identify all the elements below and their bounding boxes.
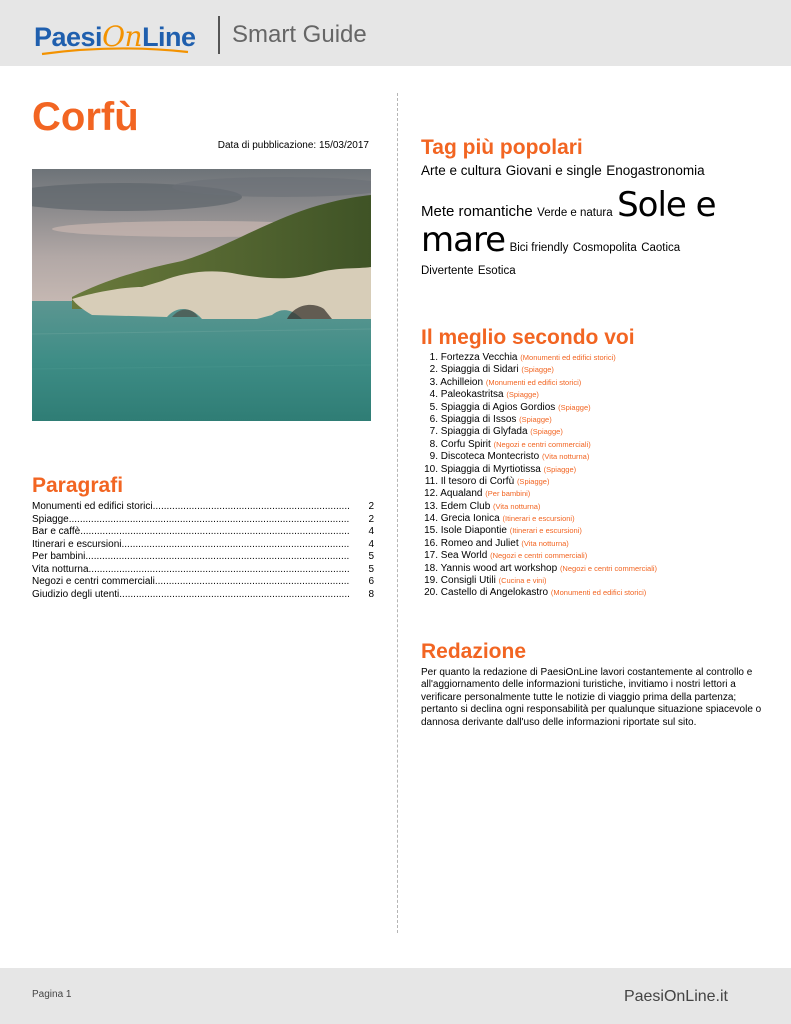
- list-item[interactable]: [421, 364, 771, 376]
- list-item-category: (Negozi e centri commerciali): [490, 551, 588, 561]
- list-item[interactable]: [421, 451, 771, 463]
- list-item-category: (Vita notturna): [493, 501, 541, 511]
- list-item-category: (Monumenti ed edifici storici): [485, 377, 582, 387]
- list-item-name: Edem Club: [440, 500, 491, 512]
- list-item-name: Isole Diapontie: [440, 525, 507, 537]
- list-item[interactable]: [421, 513, 771, 525]
- list-item-number: 12.: [424, 488, 438, 500]
- toc-label: Bar e caffè: [32, 526, 81, 537]
- list-item-name: Spiaggia di Sidari: [440, 364, 519, 376]
- list-item-name: Fortezza Vecchia: [440, 352, 518, 363]
- list-item-number: 19.: [424, 575, 438, 587]
- corfu-coast-image: [32, 169, 371, 421]
- toc-row[interactable]: [32, 551, 374, 564]
- logo-wordmark: PaesiOnLine: [34, 20, 196, 53]
- toc-label: Itinerari e escursioni: [32, 538, 122, 550]
- list-item-name: Castello di Angelokastro: [440, 587, 549, 599]
- list-item-category: (Spiagge): [516, 476, 550, 486]
- list-item-category: (Spiagge): [519, 414, 552, 424]
- toc-page: 5: [368, 563, 374, 575]
- list-item-number: 1.: [429, 352, 438, 363]
- list-item-number: 14.: [424, 513, 438, 525]
- tag-bici-friendly[interactable]: Bici friendly: [509, 242, 569, 255]
- toc-label: Spiagge: [32, 513, 69, 525]
- list-item-number: 4.: [429, 389, 438, 401]
- toc-label: Giudizio degli utenti: [32, 588, 120, 600]
- list-item-name: Consigli Utili: [440, 575, 496, 587]
- tag-sole-e-mare[interactable]: Sole e: [617, 184, 716, 225]
- list-item-category: (Vita notturna): [521, 538, 569, 548]
- tag-giovani-e-single[interactable]: Giovani e single: [505, 163, 602, 178]
- tag-caotica[interactable]: Caotica: [641, 242, 681, 255]
- tag-sole-e-mare-continued[interactable]: mare: [421, 220, 506, 261]
- site-link[interactable]: PaesiOnLine.it: [623, 988, 728, 1005]
- list-item-category: (Monumenti ed edifici storici): [550, 588, 647, 598]
- list-item[interactable]: [421, 563, 771, 575]
- list-item-number: 20.: [424, 587, 438, 599]
- list-item-category: (Monumenti ed edifici storici): [520, 353, 616, 362]
- tag-enogastronomia[interactable]: Enogastronomia: [606, 163, 705, 178]
- toc-leader: [85, 551, 350, 564]
- corfu-photo: [32, 169, 371, 421]
- list-item-name: Sea World: [440, 550, 488, 562]
- list-item[interactable]: [421, 575, 771, 587]
- best-list: [421, 352, 771, 600]
- list-item-name: Spiaggia di Issos: [440, 413, 517, 425]
- toc-label: Per bambini: [32, 551, 86, 562]
- tags-title: Tag più popolari: [421, 136, 583, 159]
- toc-row[interactable]: [32, 514, 374, 527]
- column-divider: [397, 93, 398, 933]
- toc-page: 5: [368, 551, 374, 562]
- list-item-number: 3.: [429, 376, 438, 388]
- list-item-number: 2.: [429, 364, 438, 376]
- list-item[interactable]: [421, 501, 771, 513]
- table-of-contents: [32, 501, 374, 601]
- toc-leader: [121, 539, 350, 552]
- toc-row[interactable]: [32, 564, 374, 577]
- list-item-name: Il tesoro di Corfù: [440, 475, 515, 487]
- list-item-name: Discoteca Montecristo: [440, 451, 540, 463]
- list-item-category: (Spiagge): [506, 390, 539, 400]
- toc-page: 6: [368, 576, 374, 587]
- list-item-number: 15.: [424, 525, 438, 537]
- toc-leader: [89, 564, 350, 577]
- list-item-name: Spiaggia di Agios Gordios: [440, 401, 556, 413]
- tag-cloud: [421, 160, 766, 281]
- footer-bar: [0, 968, 791, 1024]
- toc-label: Vita notturna: [32, 563, 89, 575]
- toc-leader: [155, 576, 350, 589]
- list-item-category: (Itinerari e escursioni): [509, 526, 582, 536]
- tag-verde-e-natura[interactable]: Verde e natura: [537, 206, 613, 219]
- list-item-category: (Spiagge): [543, 464, 577, 474]
- list-item[interactable]: [421, 488, 771, 500]
- list-item-category: (Spiagge): [521, 365, 554, 375]
- toc-leader: [153, 501, 350, 514]
- toc-leader: [119, 589, 350, 602]
- list-item[interactable]: [421, 414, 771, 426]
- list-item-category: (Spiagge): [530, 427, 563, 437]
- page-title: Corfù: [32, 95, 139, 139]
- list-item-number: 13.: [424, 500, 438, 512]
- list-item-category: (Itinerari e escursioni): [502, 514, 575, 524]
- toc-page: 4: [368, 538, 374, 550]
- list-item[interactable]: [421, 538, 771, 550]
- publication-date: Data di pubblicazione: 15/03/2017: [217, 140, 369, 151]
- list-item[interactable]: [421, 377, 771, 389]
- list-item-category: (Negozi e centri commerciali): [493, 439, 591, 449]
- list-item-number: 8.: [429, 438, 438, 450]
- header-bar: [0, 0, 791, 66]
- page-number: Pagina 1: [32, 989, 72, 1000]
- tag-esotica[interactable]: Esotica: [477, 264, 516, 277]
- list-item-name: Achilleion: [440, 376, 484, 388]
- header-divider: [218, 16, 220, 54]
- list-item-name: Spiaggia di Glyfada: [440, 426, 528, 438]
- toc-label: Negozi e centri commerciali: [32, 576, 155, 587]
- list-item[interactable]: [421, 587, 771, 599]
- list-item[interactable]: [421, 389, 771, 401]
- tag-mete-romantiche[interactable]: Mete romantiche: [421, 202, 533, 220]
- list-item-number: 16.: [424, 537, 438, 549]
- list-item-number: 5.: [429, 401, 438, 413]
- list-item[interactable]: [421, 352, 771, 364]
- list-item-number: 11.: [424, 475, 438, 487]
- tag-divertente[interactable]: Divertente: [421, 264, 474, 277]
- best-title: Il meglio secondo voi: [421, 326, 635, 349]
- list-item-category: (Cucina e vini): [498, 576, 547, 586]
- list-item-name: Grecia Ionica: [440, 513, 500, 525]
- tag-cosmopolita[interactable]: Cosmopolita: [572, 242, 637, 255]
- paesionline-logo[interactable]: [34, 14, 204, 60]
- logo-swoosh-icon: [40, 46, 190, 56]
- toc-page: 2: [368, 513, 374, 525]
- toc-row[interactable]: [32, 501, 374, 514]
- list-item-number: 18.: [424, 562, 438, 574]
- tag-arte-e-cultura[interactable]: Arte e cultura: [421, 163, 502, 178]
- toc-leader: [80, 526, 350, 539]
- toc-leader: [69, 514, 350, 527]
- list-item-number: 9.: [429, 451, 438, 463]
- list-item[interactable]: [421, 525, 771, 537]
- toc-row[interactable]: [32, 576, 374, 589]
- paragrafi-title: Paragrafi: [32, 474, 124, 497]
- list-item-name: Corfu Spirit: [440, 438, 491, 450]
- list-item-category: (Per bambini): [485, 489, 531, 499]
- header-subtitle: Smart Guide: [232, 21, 367, 48]
- list-item[interactable]: [421, 550, 771, 562]
- list-item[interactable]: [421, 476, 771, 488]
- redazione-text: Per quanto la redazione di PaesiOnLine lavori costantemente al controllo e all'aggiornamento delle informazioni turistiche, invitiamo i nostri lettori a verificare personalmente tutte le notizie di viaggio prima della partenza; pertanto si declina ogni responsabilità per qualunque situazione spiacevole o dannosa derivante dall'uso delle informazioni riportate sul sito.: [421, 667, 762, 728]
- list-item[interactable]: [421, 464, 771, 476]
- list-item-number: 10.: [424, 463, 438, 475]
- list-item[interactable]: [421, 426, 771, 438]
- toc-page: 4: [368, 526, 374, 537]
- toc-row[interactable]: [32, 526, 374, 539]
- list-item-name: Yannis wood art workshop: [440, 562, 558, 574]
- list-item-number: 17.: [424, 550, 438, 562]
- list-item-category: (Spiagge): [558, 402, 591, 412]
- list-item-name: Romeo and Juliet: [440, 537, 519, 549]
- list-item-name: Spiaggia di Myrtiotissa: [440, 463, 541, 475]
- list-item-number: 6.: [429, 413, 438, 425]
- toc-row[interactable]: [32, 589, 374, 602]
- toc-label: Monumenti ed edifici storici: [32, 501, 153, 512]
- list-item[interactable]: [421, 402, 771, 414]
- redazione-title: Redazione: [421, 640, 527, 663]
- list-item-name: Paleokastritsa: [440, 389, 504, 401]
- toc-page: 2: [368, 501, 374, 512]
- list-item[interactable]: [421, 439, 771, 451]
- list-item-number: 7.: [429, 426, 438, 438]
- list-item-name: Aqualand: [440, 488, 483, 500]
- list-item-category: (Vita notturna): [541, 452, 590, 462]
- toc-row[interactable]: [32, 539, 374, 552]
- toc-page: 8: [368, 588, 374, 600]
- list-item-category: (Negozi e centri commerciali): [559, 563, 658, 573]
